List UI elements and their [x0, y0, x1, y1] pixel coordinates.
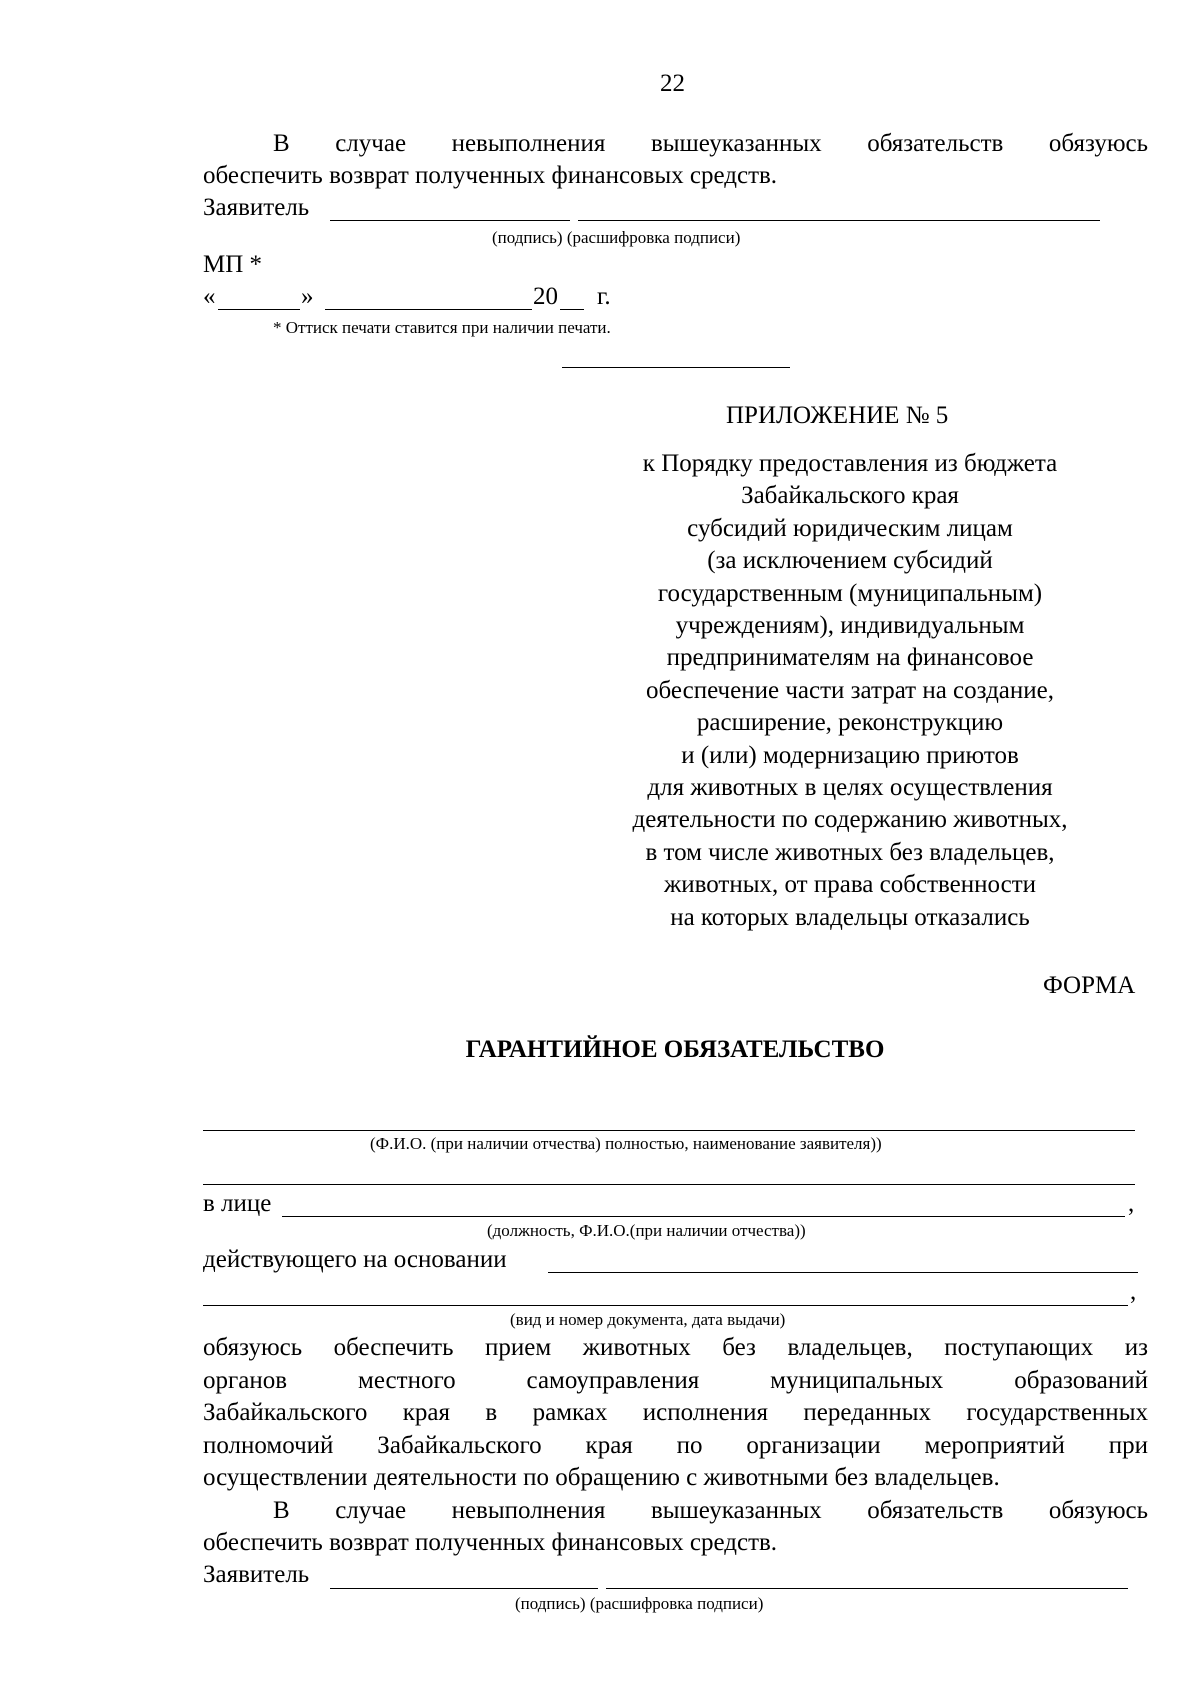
refund-paragraph-line-1: В случае невыполнения вышеуказанных обязательств обязуюсь: [273, 1496, 1148, 1524]
in-person-line: [282, 1216, 1125, 1217]
top-paragraph-line-1: В случае невыполнения вышеуказанных обязательств обязуюсь: [273, 130, 1148, 157]
bottom-applicant-label: Заявитель: [203, 1561, 310, 1588]
refund-paragraph-line-2: обеспечить возврат полученных финансовых средств.: [203, 1529, 778, 1556]
appendix-line: на которых владельцы отказались: [670, 903, 1030, 931]
appendix-line: и (или) модернизацию приютов: [681, 741, 1019, 769]
form-label: ФОРМА: [1043, 972, 1136, 999]
document-title: ГАРАНТИЙНОЕ ОБЯЗАТЕЛЬСТВО: [465, 1036, 885, 1063]
appendix-line: расширение, реконструкцию: [696, 709, 1004, 737]
position-caption: (должность, Ф.И.О.(при наличии отчества)): [487, 1221, 806, 1240]
top-signature-caption: (подпись) (расшифровка подписи): [492, 228, 741, 247]
date-open-quote: «: [203, 283, 216, 310]
basis-line-2: [203, 1305, 1128, 1306]
bottom-signature-caption: (подпись) (расшифровка подписи): [515, 1594, 764, 1613]
bottom-signature-decoding-line: [606, 1588, 1128, 1589]
stamp-label: МП *: [203, 251, 263, 278]
appendix-title: ПРИЛОЖЕНИЕ № 5: [726, 402, 949, 429]
applicant-name-line-2: [203, 1184, 1135, 1185]
applicant-name-line: [203, 1130, 1135, 1131]
date-month-line: [325, 309, 532, 310]
stamp-footnote: * Оттиск печати ставится при наличии печати.: [273, 318, 611, 337]
top-paragraph-line-2: обеспечить возврат полученных финансовых средств.: [203, 162, 778, 189]
appendix-line: предпринимателям на финансовое: [666, 644, 1034, 672]
page-number: 22: [660, 70, 685, 97]
obligation-line: обязуюсь обеспечить прием животных без владельцев, поступающих из: [203, 1334, 1148, 1361]
applicant-name-caption: (Ф.И.О. (при наличии отчества) полностью, наименование заявителя)): [370, 1134, 882, 1153]
top-signature-line: [330, 220, 570, 221]
obligation-line: Забайкальского края в рамках исполнения переданных государственных: [203, 1399, 1148, 1426]
document-caption: (вид и номер документа, дата выдачи): [510, 1310, 786, 1329]
appendix-line: (за исключением субсидий: [707, 547, 993, 575]
bottom-signature-line: [330, 1588, 598, 1589]
appendix-line: государственным (муниципальным): [657, 579, 1043, 607]
in-person-comma: ,: [1128, 1190, 1135, 1217]
date-year-suffix: г.: [597, 283, 611, 310]
obligation-line: полномочий Забайкальского края по организации мероприятий при: [203, 1431, 1148, 1459]
appendix-line: обеспечение части затрат на создание,: [646, 676, 1054, 704]
date-year-line: [560, 309, 584, 310]
obligation-line: осуществлении деятельности по обращению с животными без владельцев.: [203, 1464, 1000, 1491]
date-close-quote: »: [301, 283, 314, 310]
appendix-line: к Порядку предоставления из бюджета: [642, 450, 1058, 477]
appendix-line: для животных в целях осуществления: [647, 774, 1053, 802]
appendix-line: деятельности по содержанию животных,: [632, 806, 1068, 834]
appendix-line: животных, от права собственности: [663, 871, 1037, 899]
basis-line: [548, 1272, 1138, 1273]
top-applicant-label: Заявитель: [203, 194, 310, 221]
top-signature-decoding-line: [578, 220, 1100, 221]
appendix-line: Забайкальского края: [741, 482, 959, 510]
appendix-line: в том числе животных без владельцев,: [645, 838, 1055, 866]
date-day-line: [218, 309, 300, 310]
basis-label: действующего на основании: [203, 1246, 507, 1273]
in-person-label: в лице: [203, 1190, 272, 1217]
appendix-line: субсидий юридическим лицам: [687, 514, 1013, 542]
appendix-reference: [590, 448, 1110, 934]
section-separator: [562, 367, 790, 368]
appendix-line: учреждениям), индивидуальным: [675, 612, 1025, 640]
obligation-line: органов местного самоуправления муниципальных образований: [203, 1366, 1148, 1394]
date-year-prefix: 20: [533, 283, 558, 310]
basis-comma: ,: [1130, 1278, 1137, 1305]
